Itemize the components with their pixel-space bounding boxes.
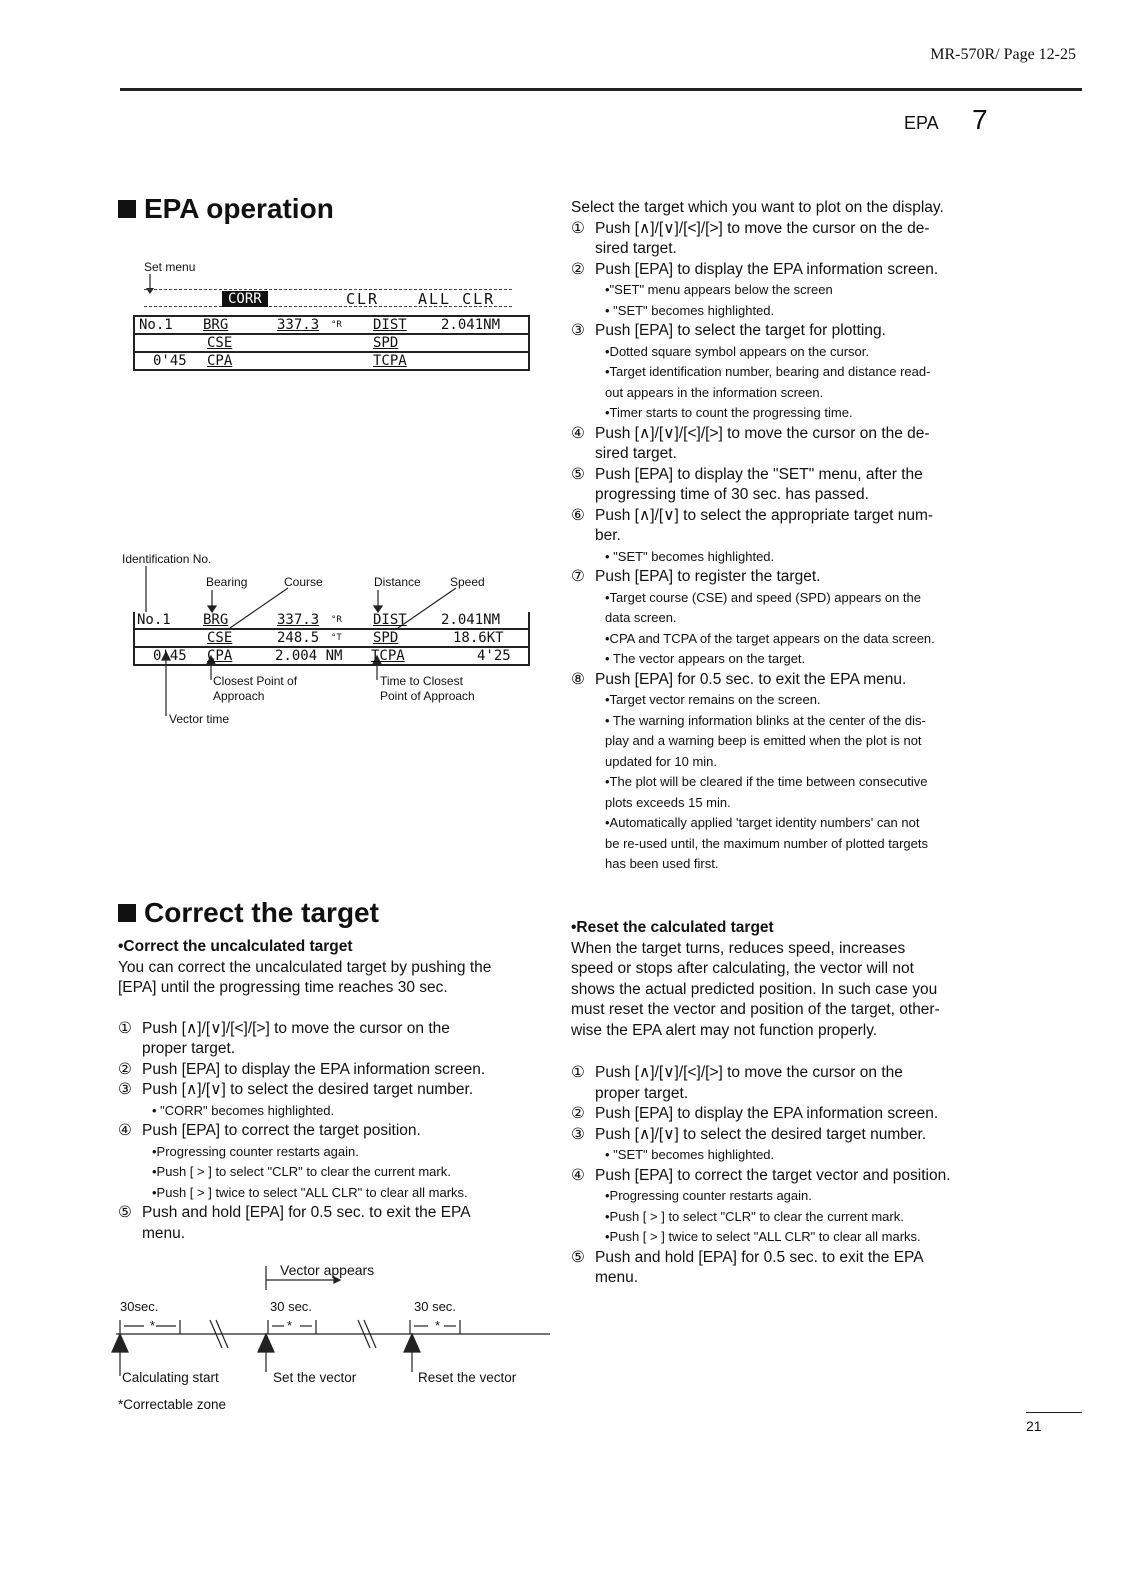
speed-caption: Speed bbox=[450, 575, 485, 589]
step-bullet: •The plot will be cleared if the time between consecutive bbox=[605, 774, 928, 789]
step-number: ⑤ bbox=[571, 1248, 585, 1266]
screen2-row1 bbox=[135, 612, 528, 628]
step-text: Push [∧]/[∨] to select the desired target number. bbox=[595, 1125, 927, 1143]
vector-time-caption: Vector time bbox=[169, 712, 230, 726]
reset-vector-label: Reset the vector bbox=[418, 1370, 517, 1385]
set-menu-label: Set menu bbox=[144, 260, 196, 274]
vector-time-value: 0'45 bbox=[153, 353, 187, 369]
speed-label: SPD bbox=[373, 630, 399, 646]
step-bullet: out appears in the information screen. bbox=[605, 384, 824, 400]
tcpa-label: TCPA bbox=[373, 353, 407, 369]
epa-steps-list bbox=[571, 219, 1086, 875]
step-1 bbox=[118, 1019, 530, 1040]
step-2 bbox=[118, 1060, 530, 1081]
step-bullet: •"SET" menu appears below the screen bbox=[605, 282, 833, 297]
reset-heading: •Reset the calculated target bbox=[571, 919, 774, 936]
step-bullet: •Push [ > ] to select "CLR" to clear the current mark. bbox=[152, 1164, 451, 1179]
course-value: 248.5 bbox=[277, 630, 320, 646]
step-5 bbox=[571, 1248, 1086, 1269]
epa-info-screen-2 bbox=[133, 612, 530, 666]
step-3 bbox=[571, 1125, 1086, 1146]
step-text: Push [EPA] to display the EPA information screen. bbox=[142, 1060, 486, 1078]
step-3 bbox=[118, 1080, 530, 1101]
step-bullet: • "SET" becomes highlighted. bbox=[605, 302, 775, 318]
reset-para-line: must reset the vector and position of the target, other- bbox=[571, 1001, 940, 1018]
step-bullet: be re-used until, the maximum number of plotted targets bbox=[605, 835, 928, 851]
set-vector-label: Set the vector bbox=[273, 1370, 357, 1385]
corr-menu-item-highlighted: CORR bbox=[222, 291, 268, 307]
step-bullet: • The warning information blinks at the center of the dis- bbox=[605, 712, 926, 728]
timeline-30sec-1: 30sec. bbox=[120, 1299, 159, 1314]
step-number: ④ bbox=[118, 1122, 132, 1139]
course-label: CSE bbox=[207, 335, 233, 351]
step-number: ⑧ bbox=[571, 670, 585, 688]
step-bullet: •Push [ > ] twice to select "ALL CLR" to clear all marks. bbox=[605, 1229, 921, 1244]
vector-time-value: 0'45 bbox=[153, 648, 187, 664]
step-text: Push [∧]/[∨]/[<]/[>] to move the cursor on the de- bbox=[595, 219, 930, 237]
step-number: ③ bbox=[118, 1081, 132, 1098]
bearing-label: BRG bbox=[203, 612, 229, 628]
step-number: ① bbox=[571, 1064, 585, 1081]
course-unit: °T bbox=[331, 633, 342, 643]
tcpa-value: 4'25 bbox=[477, 648, 511, 664]
distance-label: DIST bbox=[373, 612, 407, 628]
step-bullet: data screen. bbox=[605, 610, 677, 625]
step-continuation: proper target. bbox=[142, 1040, 236, 1057]
target-number: No.1 bbox=[139, 317, 173, 333]
step-7 bbox=[571, 567, 1086, 588]
step-text: Push [EPA] to select the target for plotting. bbox=[595, 322, 886, 339]
course-caption: Course bbox=[284, 575, 323, 589]
speed-label: SPD bbox=[373, 335, 399, 351]
all-clr-menu-item: ALL CLR bbox=[418, 290, 496, 308]
step-continuation: menu. bbox=[142, 1224, 186, 1242]
step-text: Push [EPA] to correct the target position. bbox=[142, 1122, 421, 1139]
bearing-unit: °R bbox=[331, 320, 342, 330]
tcpa-label: TCPA bbox=[371, 648, 405, 664]
reset-para-line: speed or stops after calculating, the vector will not bbox=[571, 960, 914, 977]
step-number: ⑥ bbox=[571, 506, 585, 524]
distance-value: 2.041NM bbox=[441, 612, 501, 628]
step-text: Push and hold [EPA] for 0.5 sec. to exit the EPA bbox=[142, 1204, 471, 1221]
uncalculated-heading: •Correct the uncalculated target bbox=[118, 938, 353, 955]
correct-target-title: Correct the target bbox=[144, 897, 379, 928]
step-8 bbox=[571, 670, 1086, 691]
closest-point-caption: Closest Point of bbox=[213, 674, 298, 688]
step-bullet: •Target course (CSE) and speed (SPD) appears on the bbox=[605, 589, 921, 605]
reset-para-line: shows the actual predicted position. In such case you bbox=[571, 980, 938, 998]
step-4 bbox=[118, 1121, 530, 1142]
reset-paragraph bbox=[571, 939, 1086, 1042]
step-4 bbox=[571, 1166, 1086, 1187]
document-reference: MR-570R/ Page 12-25 bbox=[930, 46, 1076, 63]
step-5 bbox=[571, 465, 1086, 486]
step-continuation: menu. bbox=[595, 1269, 639, 1286]
step-text: Push [∧]/[∨]/[<]/[>] to move the cursor on the bbox=[142, 1019, 450, 1037]
step-4 bbox=[571, 424, 1086, 445]
step-text: Push [EPA] for 0.5 sec. to exit the EPA menu. bbox=[595, 670, 907, 688]
correct-target-heading bbox=[118, 897, 379, 929]
step-text: Push [∧]/[∨]/[<]/[>] to move the cursor on the bbox=[595, 1064, 903, 1081]
step-text: Push [∧]/[∨] to select the desired target number. bbox=[142, 1081, 474, 1098]
step-bullet: •Target identification number, bearing and distance read- bbox=[605, 364, 931, 379]
step-text: Push [EPA] to correct the target vector and position. bbox=[595, 1166, 951, 1184]
step-bullet: •Progressing counter restarts again. bbox=[605, 1188, 812, 1203]
step-number: ① bbox=[571, 219, 585, 237]
vector-appears-label: Vector appears bbox=[280, 1262, 375, 1278]
uncalculated-para-line-2: [EPA] until the progressing time reaches 30 sec. bbox=[118, 979, 448, 996]
step-bullet: has been used first. bbox=[605, 856, 719, 871]
step-bullet: •Target vector remains on the screen. bbox=[605, 692, 821, 707]
step-number: ⑤ bbox=[571, 465, 585, 483]
screen2-row2 bbox=[135, 628, 528, 646]
step-bullet: • "CORR" becomes highlighted. bbox=[152, 1102, 335, 1118]
step-number: ⑦ bbox=[571, 568, 585, 585]
step-bullet: •Automatically applied 'target identity numbers' can not bbox=[605, 815, 920, 830]
speed-value: 18.6KT bbox=[453, 630, 504, 646]
step-continuation: sired target. bbox=[595, 240, 677, 257]
closest-point-caption-2: Approach bbox=[213, 689, 265, 703]
timeline-30sec-3: 30 sec. bbox=[414, 1299, 456, 1314]
step-bullet: •Timer starts to count the progressing time. bbox=[605, 405, 853, 420]
step-number: ③ bbox=[571, 322, 585, 339]
step-continuation: sired target. bbox=[595, 445, 677, 462]
calculating-start-label: Calculating start bbox=[122, 1370, 219, 1385]
bearing-label: BRG bbox=[203, 317, 229, 333]
correctable-zone-footnote: *Correctable zone bbox=[118, 1397, 227, 1412]
step-text: Push [EPA] to register the target. bbox=[595, 568, 821, 585]
identification-label: Identification No. bbox=[122, 552, 212, 566]
page-number: 21 bbox=[1026, 1418, 1042, 1434]
uncalculated-section bbox=[118, 937, 530, 1244]
page-number-rule bbox=[1026, 1412, 1082, 1413]
target-number: No.1 bbox=[137, 612, 171, 628]
step-number: ① bbox=[118, 1019, 132, 1037]
steps-intro: Select the target which you want to plot on the display. bbox=[571, 199, 944, 216]
step-5 bbox=[118, 1203, 530, 1224]
square-bullet-icon bbox=[118, 904, 136, 922]
step-bullet: •Push [ > ] to select "CLR" to clear the current mark. bbox=[605, 1208, 904, 1224]
step-number: ② bbox=[571, 1105, 585, 1122]
step-bullet: •Push [ > ] twice to select "ALL CLR" to clear all marks. bbox=[152, 1184, 468, 1200]
bearing-caption: Bearing bbox=[206, 575, 248, 589]
step-text: Push [∧]/[∨] to select the appropriate target num- bbox=[595, 506, 934, 524]
step-text: Push [∧]/[∨]/[<]/[>] to move the cursor on the de- bbox=[595, 424, 930, 442]
correctable-zone-star-3: * bbox=[435, 1318, 441, 1333]
step-text: Push [EPA] to display the EPA information screen. bbox=[595, 260, 939, 278]
step-bullet: play and a warning beep is emitted when the plot is not bbox=[605, 733, 922, 748]
correctable-zone-star-1: * bbox=[150, 1318, 156, 1333]
step-number: ③ bbox=[571, 1125, 585, 1143]
reset-section bbox=[571, 918, 1086, 1289]
step-number: ② bbox=[571, 260, 585, 278]
screen2-row3 bbox=[135, 646, 528, 666]
bearing-unit: °R bbox=[331, 615, 342, 625]
cpa-value: 2.004 NM bbox=[275, 648, 343, 664]
step-3 bbox=[571, 321, 1086, 342]
step-bullet: • "SET" becomes highlighted. bbox=[605, 1147, 775, 1162]
section-label: EPA bbox=[904, 113, 939, 133]
correctable-zone-star-2: * bbox=[287, 1318, 293, 1333]
uncalculated-para-line-1: You can correct the uncalculated target by pushing the bbox=[118, 958, 492, 976]
step-2 bbox=[571, 1104, 1086, 1125]
step-2 bbox=[571, 260, 1086, 281]
distance-value: 2.041NM bbox=[441, 317, 501, 333]
step-1 bbox=[571, 219, 1086, 240]
step-1 bbox=[571, 1063, 1086, 1084]
bearing-value: 337.3 bbox=[277, 612, 320, 628]
step-text: Push [EPA] to display the "SET" menu, after the bbox=[595, 465, 923, 483]
cpa-label: CPA bbox=[207, 648, 233, 664]
step-continuation: proper target. bbox=[595, 1084, 689, 1102]
step-text: Push and hold [EPA] for 0.5 sec. to exit the EPA bbox=[595, 1248, 924, 1266]
step-bullet: • "SET" becomes highlighted. bbox=[605, 548, 775, 564]
timeline-30sec-2: 30 sec. bbox=[270, 1299, 312, 1314]
distance-label: DIST bbox=[373, 317, 407, 333]
step-bullet: •Dotted square symbol appears on the cursor. bbox=[605, 343, 869, 359]
uncalculated-steps-list bbox=[118, 1019, 530, 1245]
step-bullet: •Progressing counter restarts again. bbox=[152, 1143, 359, 1159]
cpa-label: CPA bbox=[207, 353, 233, 369]
epa-steps bbox=[571, 198, 1086, 875]
step-continuation: ber. bbox=[595, 527, 621, 544]
step-number: ④ bbox=[571, 424, 585, 442]
step-bullet: • The vector appears on the target. bbox=[605, 651, 806, 666]
time-to-closest-caption-2: Point of Approach bbox=[380, 689, 475, 703]
bearing-value: 337.3 bbox=[277, 317, 320, 333]
step-number: ④ bbox=[571, 1166, 585, 1184]
reset-steps-list bbox=[571, 1063, 1086, 1289]
step-bullet: updated for 10 min. bbox=[605, 753, 718, 769]
step-number: ⑤ bbox=[118, 1204, 132, 1221]
step-continuation: progressing time of 30 sec. has passed. bbox=[595, 486, 869, 503]
step-number: ② bbox=[118, 1060, 132, 1078]
clr-menu-item: CLR bbox=[346, 290, 380, 308]
step-bullet: plots exceeds 15 min. bbox=[605, 794, 731, 810]
section-number: 7 bbox=[972, 104, 988, 135]
step-6 bbox=[571, 506, 1086, 527]
step-bullet: •CPA and TCPA of the target appears on the data screen. bbox=[605, 630, 935, 646]
reset-para-line: wise the EPA alert may not function properly. bbox=[571, 1021, 878, 1039]
course-label: CSE bbox=[207, 630, 233, 646]
distance-caption: Distance bbox=[374, 575, 421, 589]
epa-operation-title: EPA operation bbox=[144, 193, 334, 224]
step-text: Push [EPA] to display the EPA information screen. bbox=[595, 1105, 939, 1122]
time-to-closest-caption: Time to Closest bbox=[380, 674, 463, 688]
reset-para-line: When the target turns, reduces speed, increases bbox=[571, 939, 906, 957]
